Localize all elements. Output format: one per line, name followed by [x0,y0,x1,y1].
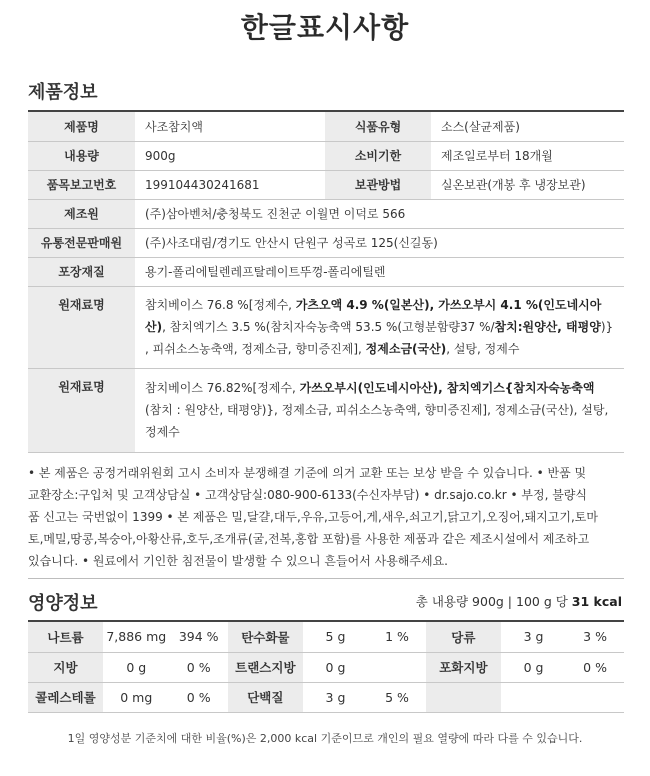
sugars-label: 당류 [426,622,501,652]
notice-line: • 본 제품은 공정거래위원회 고시 소비자 분쟁해결 기준에 의거 교환 또는 보상 받을 수 있습니다. • 반품 및 [28,466,587,480]
sodium-percent: 394 % [170,622,228,652]
trans-fat-percent [368,652,426,682]
trans-fat-label: 트랜스지방 [228,652,303,682]
nutrition-totals [416,592,622,610]
cholesterol-percent: 0 % [170,682,228,712]
page-title: 한글표시사항 [240,11,410,44]
ingredients-1-text-3: , 참치엑기스 3.5 %(참치자숙농축액 53.5 %(고형분함량37 %/ [162,320,495,334]
ingredients-1-value [135,286,624,368]
sodium-label: 나트륨 [28,622,103,652]
info-row-packaging [28,257,624,286]
food-type-label: 식품유형 [325,112,431,141]
nutrition-footnote: 1일 영양성분 기준치에 대한 비율(%)은 2,000 kcal 기준이므로 개인의 필요 열량에 따라 다를 수 있습니다. [67,732,583,745]
food-type-value: 소스(살균제품) [431,112,624,141]
protein-label: 단백질 [228,682,303,712]
info-row-maker [28,199,624,228]
info-row-report-storage [28,170,624,199]
saturated-fat-percent: 0 % [566,652,624,682]
maker-label: 제조원 [28,199,135,228]
info-row-volume-expiry [28,141,624,170]
carbohydrate-percent: 1 % [368,622,426,652]
expiry-value: 제조일로부터 18개월 [431,141,624,170]
cholesterol-value: 0 mg [103,682,170,712]
trans-fat-value: 0 g [303,652,368,682]
ingredients-1-text-4: )} [600,320,614,334]
nutrition-row [28,622,624,652]
product-info-heading: 제품정보 [28,82,98,103]
empty-cell [426,682,501,712]
fat-label: 지방 [28,652,103,682]
distributor-value: (주)사조대림/경기도 안산시 단원구 성곡로 125(신길동) [135,228,624,257]
ingredients-1-text-2: 산) [145,320,163,334]
report-no-label: 품목보고번호 [28,170,135,199]
nutrition-row [28,682,624,712]
notice-line: 교환장소:구입처 및 고객상담실 • 고객상담실:080-900-6133(수신자부담) • dr.sajo.co.kr • 부정, 불량식 [28,488,587,502]
maker-value: (주)삼아벤처/충청북도 진천군 이월면 이덕로 566 [135,199,624,228]
ingredients-1-text-6: , 설탕, 정제수 [446,342,520,356]
carbohydrate-value: 5 g [303,622,368,652]
sugars-value: 3 g [501,622,566,652]
notice-line: 토,메밀,땅콩,복숭아,아황산류,호두,조개류(굴,전복,홍합 포함)를 사용한 제품과 같은 제조시설에서 제조하고 [28,532,590,546]
total-volume-text: 총 내용량 900g | 100 g 당 [415,594,572,609]
consumer-notice [28,462,624,572]
nutrition-table [28,622,624,713]
total-kcal: 31 kcal [571,594,622,609]
volume-value: 900g [135,141,325,170]
sugars-percent: 3 % [566,622,624,652]
report-no-value: 199104430241681 [135,170,325,199]
product-name-value: 사조참치액 [135,112,325,141]
ingredients-2-label: 원재료명 [28,368,135,452]
expiry-label: 소비기한 [325,141,431,170]
packaging-label: 포장재질 [28,257,135,286]
info-row-name-type [28,112,624,141]
empty-cell [501,682,566,712]
distributor-label: 유통전문판매원 [28,228,135,257]
ingredients-1-text-1: 참치베이스 76.8 %[정제수, [145,298,296,312]
nutrition-heading: 영양정보 [28,593,98,614]
cholesterol-label: 콜레스테롤 [28,682,103,712]
ingredients-1-text-5: , 피쉬소스농축액, 정제소금, 향미증진제], [145,342,366,356]
packaging-value: 용기-폴리에틸렌레프탈레이트뚜껑-폴리에틸렌 [135,257,624,286]
sodium-value: 7,886 mg [103,622,170,652]
ingredients-2-text-3: , 정제소금, 피쉬소스농축액, 향미증진제], 정제소금(국산), 설탕, [274,403,609,417]
notice-divider [28,578,624,579]
ingredients-1-bold-2: 참치:원양산, 태평양 [494,320,601,334]
notice-line: 있습니다. • 원료에서 기인한 침전물이 발생할 수 있으니 흔들어서 사용해주세요. [28,554,448,568]
ingredients-2-bold-1: 가쓰오부시(인도네시아산), 참치엑기스{참치자숙농축액 [299,381,595,395]
storage-label: 보관방법 [325,170,431,199]
storage-value: 실온보관(개봉 후 냉장보관) [431,170,624,199]
info-row-ingredients-1 [28,286,624,368]
ingredients-2-text-1: 참치베이스 76.82%[정제수, [145,381,300,395]
notice-line: 품 신고는 국번없이 1399 • 본 제품은 밀,달걀,대두,우유,고등어,게,새우,쇠고기,닭고기,오징어,돼지고기,토마 [28,510,598,524]
info-row-distributor [28,228,624,257]
protein-value: 3 g [303,682,368,712]
info-row-ingredients-2 [28,368,624,452]
fat-percent: 0 % [170,652,228,682]
saturated-fat-value: 0 g [501,652,566,682]
ingredients-1-label: 원재료명 [28,286,135,368]
nutrition-row [28,652,624,682]
product-info-table [28,112,624,453]
ingredients-2-text-4: 정제수 [145,425,180,439]
protein-percent: 5 % [368,682,426,712]
volume-label: 내용량 [28,141,135,170]
fat-value: 0 g [103,652,170,682]
ingredients-2-value [135,368,624,452]
ingredients-1-bold-3: 정제소금(국산) [365,342,447,356]
carbohydrate-label: 탄수화물 [228,622,303,652]
saturated-fat-label: 포화지방 [426,652,501,682]
product-name-label: 제품명 [28,112,135,141]
ingredients-1-bold-1: 가츠오액 4.9 %(일본산), 가쓰오부시 4.1 %(인도네시아 [295,298,602,312]
empty-cell [566,682,624,712]
ingredients-2-text-2: (참치 : 원양산, 태평양)} [145,403,275,417]
